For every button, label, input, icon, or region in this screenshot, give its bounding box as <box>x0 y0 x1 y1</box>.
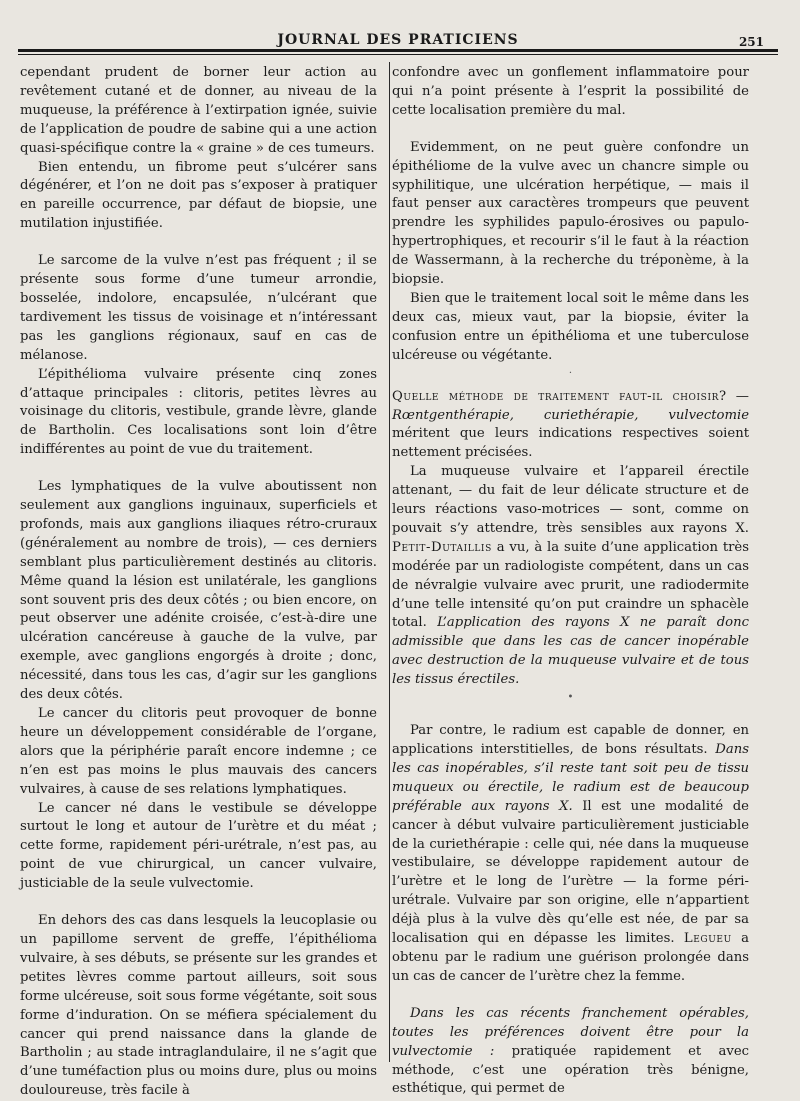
paragraph <box>392 722 749 987</box>
separator-dot: · <box>568 367 573 379</box>
header-rule-thick <box>18 49 778 52</box>
paragraph: Le cancer né dans le vestibule se développe surtout le long et autour de l’urètre et du méat ; cette forme, rapidement péri-urétrale, n’est pas, au point de vue chirurgical, un cancer vulvaire, justiciable de la seule vulvectomie. <box>20 800 377 892</box>
paragraph: Le cancer du clitoris peut provoquer de bonne heure un développement considérable de l’organe, alors que la périphérie paraît encore indemne ; ce n’en est pas moins le plus mauvais des cancers vulvaires, à cause de ses relations lymphatiques. <box>20 706 377 797</box>
inline-text: pratiquée rapidement et avec méthode, c’est une opération très bénigne, esthétique, qui permet de <box>392 1043 750 1097</box>
section-paragraph <box>392 388 749 464</box>
page-number: 251 <box>738 35 764 49</box>
inline-text: — <box>726 388 749 404</box>
paragraph: Bien entendu, un fibrome peut s’ulcérer sans dégénérer, et l’on ne doit pas s’exposer à pratiquer en pareille occurrence, par défaut de biopsie, une mutilation injustifiée. <box>20 159 377 232</box>
paragraph: En dehors des cas dans lesquels la leucoplasie ou un papillome servent de greffe, l’épithélioma vulvaire, à ses débuts, se présente sur les grandes et petites lèvres comme partout ailleurs, soit sous forme ulcéreuse, soit sous forme végétante, soit sous forme d’induration. On se méfiera spécialement du cancer qui prend naissance dans la glande de Bartholin ; au stade intraglandulaire, il ne s’agit que d’une tuméfaction plus ou moins dure, plus ou moins douloureuse, très facile à <box>20 913 377 1099</box>
inline-text: Il est une modalité de cancer à début vulvaire particulièrement justiciable de la curiethérapie : celle qui, née dans la muqueuse vestibulaire, se développe rapidement autour de l’urètre et le long de l’urètre — la forme péri-urétrale. Vulvaire par son origine, elle n’appartient déjà plus à la vulve dès qu’elle est née, de par sa localisation qui en dépasse les limites. <box>392 798 749 947</box>
inline-text: La muqueuse vulvaire et l’appareil érectile attenant, — du fait de leur délicate structure et de leurs réactions vaso-motrices — sont, comme on pouvait s’y attendre, très sensibles aux rayons X. <box>392 464 749 536</box>
author-name: Petit-Dutaillis <box>392 539 492 555</box>
italic-text: Dans les cas récents franchement opérables, toutes les préférences doivent être pour la vulvectomie : <box>392 1005 749 1059</box>
section-heading: Quelle méthode de traitement faut-il choisir? <box>392 388 727 404</box>
paragraph: cependant prudent de borner leur action au revêtement cutané et de donner, au niveau de la muqueuse, la préférence à l’extirpation ignée, suivie de l’application de poudre de sabine qui a une action quasi-spécifique contre la « graine » de ces tumeurs. <box>20 65 377 156</box>
paragraph: Le sarcome de la vulve n’est pas fréquent ; il se présente sous forme d’une tumeur arrondie, bosselée, indolore, encapsulée, n’ulcérant que tardivement les tissus de voisinage et n’intéressant pas les ganglions régionaux, sauf en cas de mélanose. <box>20 253 377 363</box>
paragraph: L’épithélioma vulvaire présente cinq zones d’attaque principales : clitoris, petites lèvres au voisinage du clitoris, vestibule, grande lèvre, glande de Bartholin. Ces localisations sont loin d’être indifférentes au point de vue du traitement. <box>20 366 377 458</box>
paragraph <box>392 463 749 690</box>
paragraph <box>392 1005 749 1100</box>
inline-text: méritent que leurs indications respectives soient nettement précisées. <box>392 426 749 461</box>
right-column <box>392 64 749 1099</box>
paragraph: Evidemment, on ne peut guère confondre un épithéliome de la vulve avec un chancre simple ou syphilitique, une ulcération herpétique, — mais il faut penser aux caractères trompeurs que peuvent prendre les syphilides papulo-érosives ou papulo-hypertrophiques, et recourir s’il le faut à la réaction de Wassermann, à la recherche du tréponème, à la biopsie. <box>392 139 749 288</box>
italic-text: Dans les cas inopérables, s’il reste tant soit peu de tissu muqueux ou érectile, le radium est de beaucoup préférable aux rayons X. <box>392 742 749 814</box>
column-divider <box>389 62 390 1062</box>
italic-text: Rœntgenthérapie, curiethérapie, vulvectomie <box>392 407 749 423</box>
left-column <box>20 64 377 1101</box>
inline-text: Par contre, le radium est capable de donner, en applications interstitielles, de bons résultats. <box>392 723 749 757</box>
paragraph: confondre avec un gonflement inflammatoire pour qui n’a point présente à l’esprit la possibilité de cette localisation première du mal. <box>392 65 749 118</box>
author-name: Legueu <box>683 931 732 947</box>
inline-text: a vu, à la suite d’une application très modérée par un radiologiste compétent, dans un cas de névralgie vulvaire avec prurit, une radiodermite d’une telle intensité qu’on put craindre un sphacèle total. <box>392 539 749 631</box>
header-rule-thin <box>18 54 778 55</box>
inline-text: a obtenu par le radium une guérison prolongée dans un cas de cancer de l’urètre chez la femme. <box>392 931 749 984</box>
separator-dot: • <box>567 692 574 704</box>
journal-title: JOURNAL DES PRATICIENS <box>277 32 519 48</box>
paragraph: Les lymphatiques de la vulve aboutissent non seulement aux ganglions inguinaux, superficiels et profonds, mais aux ganglions iliaques rétro-cruraux (généralement au nombre de trois), — ces derniers semblant plus particulièrement destinés au clitoris. Même quand la lésion est unilatérale, les ganglions sont souvent pris des deux côtés ; ou bien encore, on peut observer une adénite croisée, c’est-à-dire une ulcération cancéreuse à gauche de la vulve, par exemple, avec ganglions engorgés à droite ; donc, nécessité, dans tous les cas, d’agir sur les ganglions des deux côtés. <box>20 479 377 703</box>
paragraph: Bien que le traitement local soit le même dans les deux cas, mieux vaut, par la biopsie, éviter la confusion entre un épithélioma et une tuberculose ulcéreuse ou végétante. <box>392 290 749 363</box>
italic-text: L’application des rayons X ne paraît donc admissible que dans les cas de cancer inopérable avec destruction de la muqueuse vulvaire et de tous les tissus érectiles. <box>392 615 749 688</box>
